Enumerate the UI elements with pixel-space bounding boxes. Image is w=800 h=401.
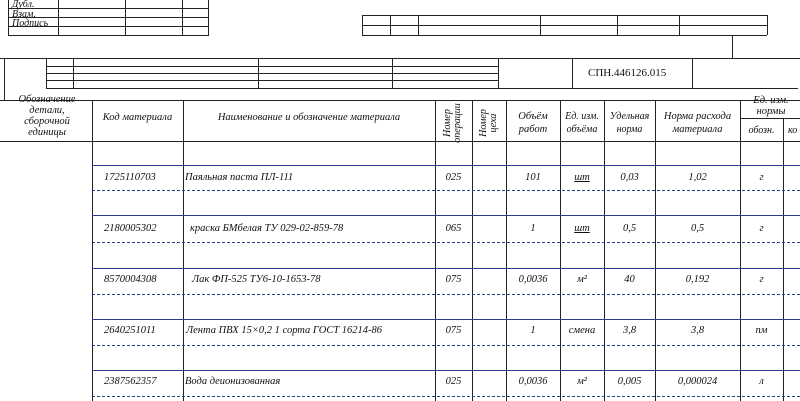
row-1-op: 025 — [445, 172, 462, 183]
header-material-code: Код материала — [102, 112, 173, 123]
row-5-unit-norm: л — [759, 376, 764, 387]
row-3-name: Лак ФП-525 ТУ6-10-1653-78 — [192, 274, 321, 285]
row-4-unit-norm: пм — [755, 325, 768, 336]
header-designation-4: единицы — [28, 127, 66, 138]
header-unit-norm-1: Ед. изм. — [753, 95, 789, 106]
stamp-podpis: Подпись — [12, 18, 49, 29]
row-2-norm: 0,5 — [622, 223, 637, 234]
row-4-volume: 1 — [530, 325, 536, 336]
row-4-unit: смена — [568, 325, 596, 336]
row-2-volume: 1 — [530, 223, 536, 234]
row-5-consumption: 0,000024 — [677, 376, 718, 387]
row-5-code: 2387562357 — [104, 376, 157, 387]
header-unit-norm-2: нормы — [756, 106, 786, 117]
row-3-code: 8570004308 — [104, 274, 157, 285]
row-2-op: 065 — [445, 223, 462, 234]
header-unit-volume-2: объёма — [566, 124, 598, 135]
stamp-dubl: Дубл. — [12, 0, 35, 10]
header-designation-2: детали, — [29, 105, 65, 116]
row-4-norm: 3,8 — [622, 325, 637, 336]
document-code: СПН.446126.015 — [588, 67, 667, 79]
row-3-op: 075 — [445, 274, 462, 285]
header-unit-norm-code: ко — [788, 125, 798, 136]
row-1-name: Паяльная паста ПЛ-111 — [185, 172, 294, 183]
row-4-name: Лента ПВХ 15×0,2 1 сорта ГОСТ 16214-86 — [186, 325, 383, 336]
header-consumption-norm-1: Норма расхода — [663, 111, 732, 122]
row-5-norm: 0,005 — [617, 376, 642, 387]
row-5-unit: м² — [577, 376, 587, 387]
row-5-volume: 0,0036 — [518, 376, 548, 387]
row-1-unit: шт — [574, 172, 590, 183]
header-specific-norm-1: Удельная — [609, 111, 650, 122]
row-3-volume: 0,0036 — [518, 274, 548, 285]
row-3-consumption: 0,192 — [685, 274, 710, 285]
header-work-volume-2: работ — [518, 124, 548, 135]
row-2-unit: шт — [574, 223, 590, 234]
row-2-consumption: 0,5 — [690, 223, 705, 234]
row-5-name: Вода деионизованная — [185, 376, 281, 387]
row-4-code: 2640251011 — [104, 325, 156, 336]
row-3-norm: 40 — [624, 274, 635, 285]
row-1-unit-norm: г — [759, 172, 764, 183]
row-4-op: 075 — [445, 325, 462, 336]
header-operation-number-1: Номер — [442, 109, 453, 137]
row-1-volume: 101 — [525, 172, 541, 183]
row-1-code: 1725110703 — [104, 172, 156, 183]
row-4-consumption: 3,8 — [690, 325, 705, 336]
header-unit-volume-1: Ед. изм. — [565, 111, 599, 122]
row-2-code: 2180005302 — [104, 223, 157, 234]
row-1-norm: 0,03 — [620, 172, 639, 183]
header-shop-number-2: цеха — [488, 113, 499, 133]
header-operation-number-2: операции — [452, 103, 463, 143]
row-3-unit-norm: г — [759, 274, 764, 285]
header-material-name: Наименование и обозначение материала — [217, 112, 401, 123]
header-unit-norm-designation: обозн. — [748, 125, 775, 136]
header-consumption-norm-2: материала — [672, 124, 723, 135]
header-specific-norm-2: норма — [616, 124, 643, 135]
row-1-consumption: 1,02 — [688, 172, 707, 183]
row-2-name: краска БМбелая ТУ 029-02-859-78 — [190, 223, 344, 234]
header-work-volume-1: Объём — [518, 111, 548, 122]
header-shop-number-1: Номер — [478, 109, 489, 137]
header-designation-1: Обозначение — [18, 94, 76, 105]
stamp-vzam: Взам. — [12, 9, 36, 20]
row-3-unit: м² — [577, 274, 587, 285]
header-designation-3: сборочной — [24, 116, 70, 127]
row-5-op: 025 — [445, 376, 462, 387]
row-2-unit-norm: г — [759, 223, 764, 234]
